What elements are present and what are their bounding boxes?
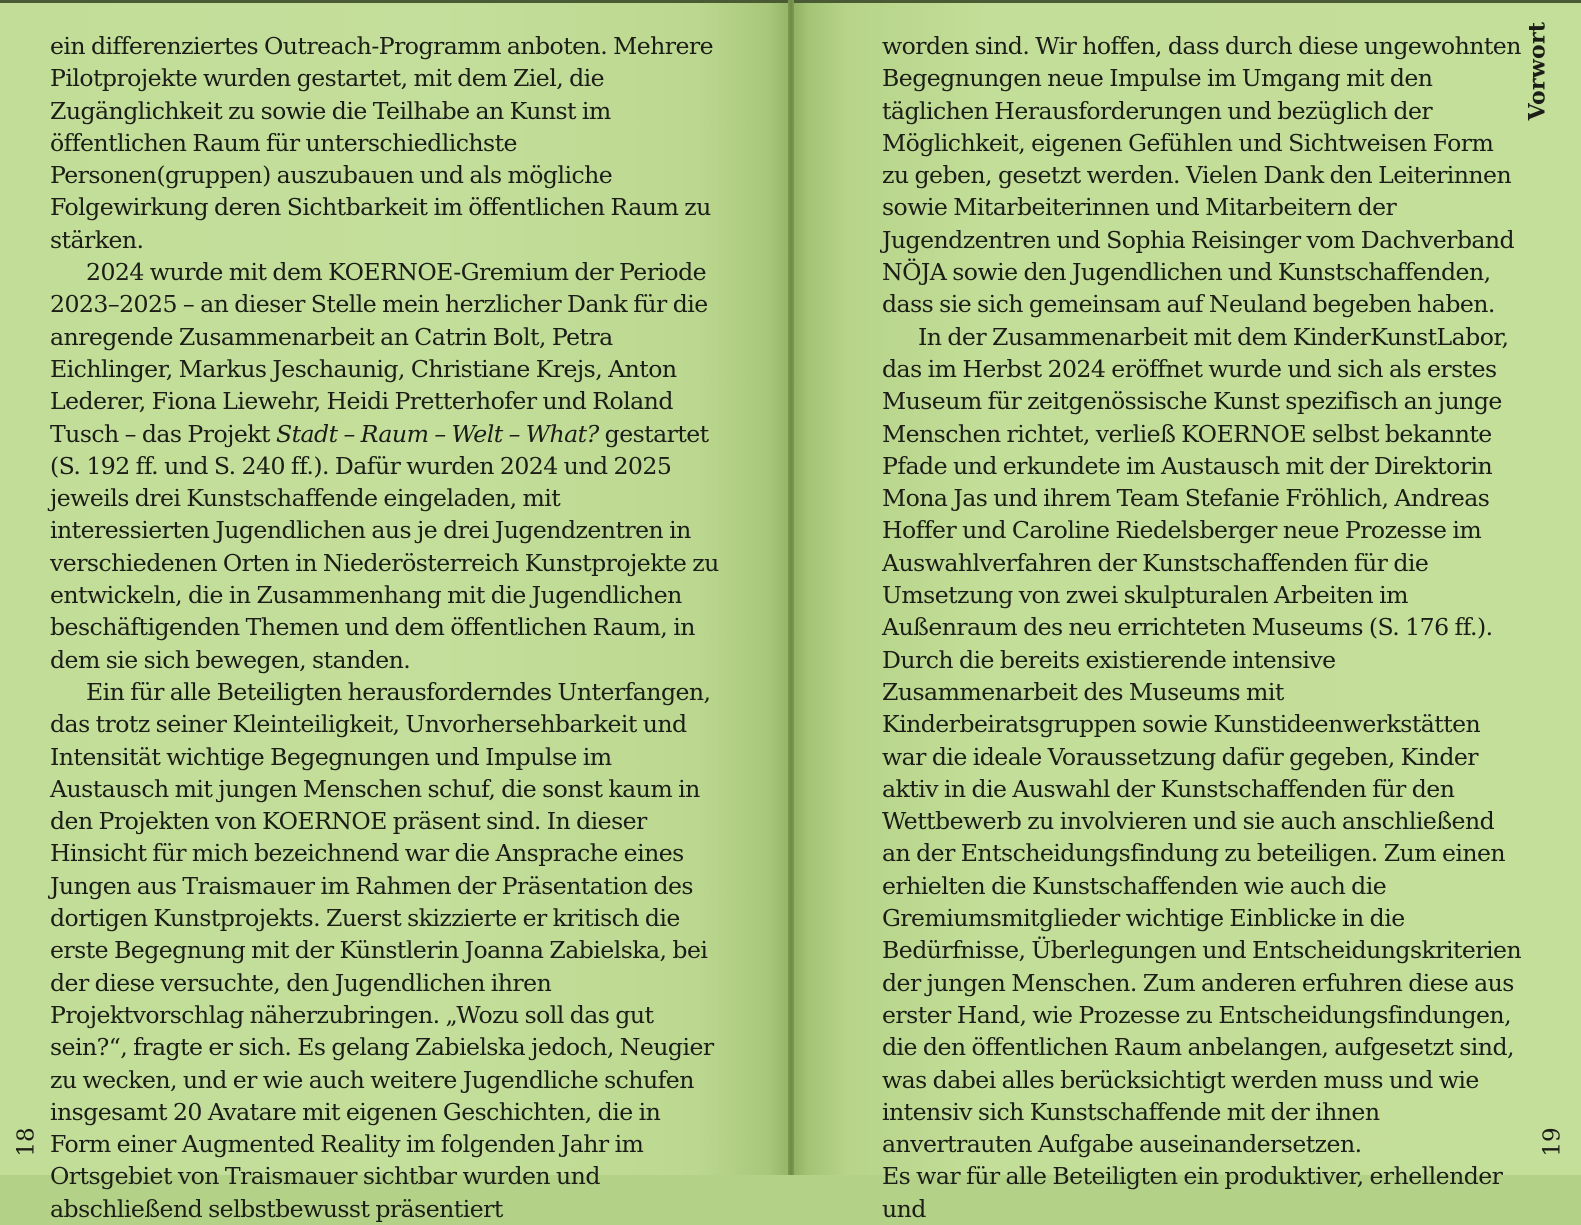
right-page	[792, 0, 1581, 1223]
page-number: 18	[13, 1127, 40, 1157]
right-body-text	[882, 30, 1522, 1225]
project-title: Stadt – Raum – Welt – What?	[275, 419, 599, 448]
paragraph-text: 2024 wurde mit dem KOERNOE-Gremium der Periode 2023–2025 – an dieser Stelle mein herzlicher Dank für die anregende Zusammenarbeit an Catrin Bolt, Petra Eichlinger, Markus Jeschaunig, Christiane Krejs, Anton Lederer, Fiona Liewehr, Heidi Pretterhofer und Roland Tusch – das Projekt	[50, 258, 708, 448]
paragraph: Es war für alle Beteiligten ein produktiver, erhellender und	[882, 1162, 1503, 1223]
book-gutter	[788, 0, 794, 1175]
page-number: 19	[1539, 1127, 1566, 1157]
paragraph-text: gestartet (S. 192 ff. und S. 240 ff.). Dafür wurden 2024 und 2025 jeweils drei Kunstschaffende eingeladen, mit interessierten Jugendlichen aus je drei Jugendzentren in verschiedenen Orten in Niederösterreich Kunstprojekte zu entwickeln, die in Zusammenhang mit die Jugendlichen beschäftigenden Themen und dem öffentlichen Raum, in dem sie sich bewegen, standen.	[50, 419, 719, 674]
page-top-edge	[792, 0, 1581, 3]
paragraph	[50, 256, 722, 676]
paragraph: In der Zusammenarbeit mit dem KinderKunstLabor, das im Herbst 2024 eröffnet wurde und sich als erstes Museum für zeitgenössische Kunst spezifisch an junge Menschen richtet, verließ KOERNOE selbst bekannte Pfade und erkundete im Austausch mit der Direktorin Mona Jas und ihrem Team Stefanie Fröhlich, Andreas Hoffer und Caroline Riedelsberger neue Prozesse im Auswahlverfahren der Kunstschaffenden für die Umsetzung von zwei skulpturalen Arbeiten im Außenraum des neu errichteten Museums (S. 176 ff.). Durch die bereits existierende intensive Zusammenarbeit des Museums mit Kinderbeiratsgruppen sowie Kunstideenwerkstätten war die ideale Voraussetzung dafür gegeben, Kinder aktiv in die Auswahl der Kunstschaffenden für den Wettbewerb zu involvieren und sie auch anschließend an der Entscheidungsfindung zu beteiligen. Zum einen erhielten die Kunstschaffenden wie auch die Gremiumsmitglieder wichtige Einblicke in die Bedürfnisse, Überlegungen und Entscheidungskriterien der jungen Menschen. Zum anderen erfuhren diese aus erster Hand, wie Prozesse zu Entscheidungsfindungen, die den öffentlichen Raum anbelangen, aufgesetzt sind, was dabei alles berücksichtigt werden muss und wie intensiv sich Kunstschaffende mit der ihnen anvertrauten Aufgabe auseinandersetzen.	[882, 322, 1522, 1159]
paragraph: worden sind. Wir hoffen, dass durch diese ungewohnten Begegnungen neue Impulse im Umgang mit den täglichen Herausforderungen und bezüglich der Möglichkeit, eigenen Gefühlen und Sichtweisen Form zu geben, gesetzt werden. Vielen Dank den Leiterinnen sowie Mitarbeiterinnen und Mitarbeitern der Jugendzentren und Sophia Reisinger vom Dachverband NÖJA sowie den Jugendlichen und Kunstschaffenden, dass sie sich gemeinsam auf Neuland begeben haben.	[882, 32, 1521, 319]
paragraph: Ein für alle Beteiligten herausforderndes Unterfangen, das trotz seiner Kleinteiligkeit, Unvorhersehbarkeit und Intensität wichtige Begegnungen und Impulse im Austausch mit jungen Menschen schuf, die sonst kaum in den Projekten von KOERNOE präsent sind. In dieser Hinsicht für mich bezeichnend war die Ansprache eines Jungen aus Traismauer im Rahmen der Präsentation des dortigen Kunstprojekts. Zuerst skizzierte er kritisch die erste Begegnung mit der Künstlerin Joanna Zabielska, bei der diese versuchte, den Jugendlichen ihren Projektvorschlag näherzubringen. „Wozu soll das gut sein?“, fragte er sich. Es gelang Zabielska jedoch, Neugier zu wecken, und er wie auch weitere Jugendliche schufen insgesamt 20 Avatare mit eigenen Geschichten, die in Form einer Augmented Reality im folgenden Jahr im Ortsgebiet von Traismauer sichtbar wurden und abschließend selbstbewusst präsentiert	[50, 677, 714, 1223]
paragraph: ein differenziertes Outreach-Programm anboten. Mehrere Pilotprojekte wurden gestartet, mit dem Ziel, die Zugänglichkeit zu sowie die Teilhabe an Kunst im öffentlichen Raum für unterschiedlichste Personen(gruppen) auszubauen und als mögliche Folgewirkung deren Sichtbarkeit im öffentlichen Raum zu stärken.	[50, 32, 714, 254]
left-body-text	[50, 30, 722, 1225]
page-top-edge	[0, 0, 792, 3]
running-head: Vorwort	[1524, 21, 1551, 121]
